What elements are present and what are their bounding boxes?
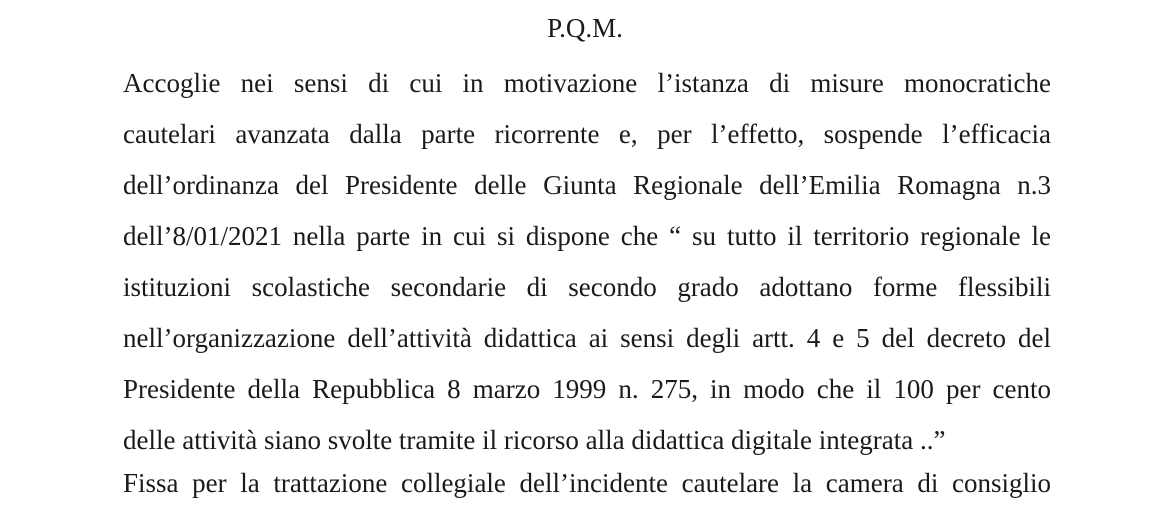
paragraph-ruling <box>123 58 1051 466</box>
text-line: cautelari avanzata dalla parte ricorrente e, per l’effetto, sospende l’efficacia <box>123 119 1051 149</box>
text-line: Accoglie nei sensi di cui in motivazione l’istanza di misure monocratiche <box>123 68 1051 98</box>
text-line: dell’8/01/2021 nella parte in cui si dispone che “ su tutto il territorio regionale le <box>123 221 1051 251</box>
text-line: dell’ordinanza del Presidente delle Giunta Regionale dell’Emilia Romagna n.3 <box>123 170 1051 200</box>
text-line: delle attività siano svolte tramite il ricorso alla didattica digitale integrata ..” <box>123 425 946 455</box>
document-heading: P.Q.M. <box>547 13 623 43</box>
text-line: Presidente della Repubblica 8 marzo 1999 n. 275, in modo che il 100 per cento <box>123 374 1051 404</box>
paragraph-scheduling <box>123 458 1051 509</box>
text-line: istituzioni scolastiche secondarie di secondo grado adottano forme flessibili <box>123 272 1051 302</box>
text-line: nell’organizzazione dell’attività didattica ai sensi degli artt. 4 e 5 del decreto del <box>123 323 1051 353</box>
text-line: Fissa per la trattazione collegiale dell’incidente cautelare la camera di consiglio <box>123 468 1051 498</box>
